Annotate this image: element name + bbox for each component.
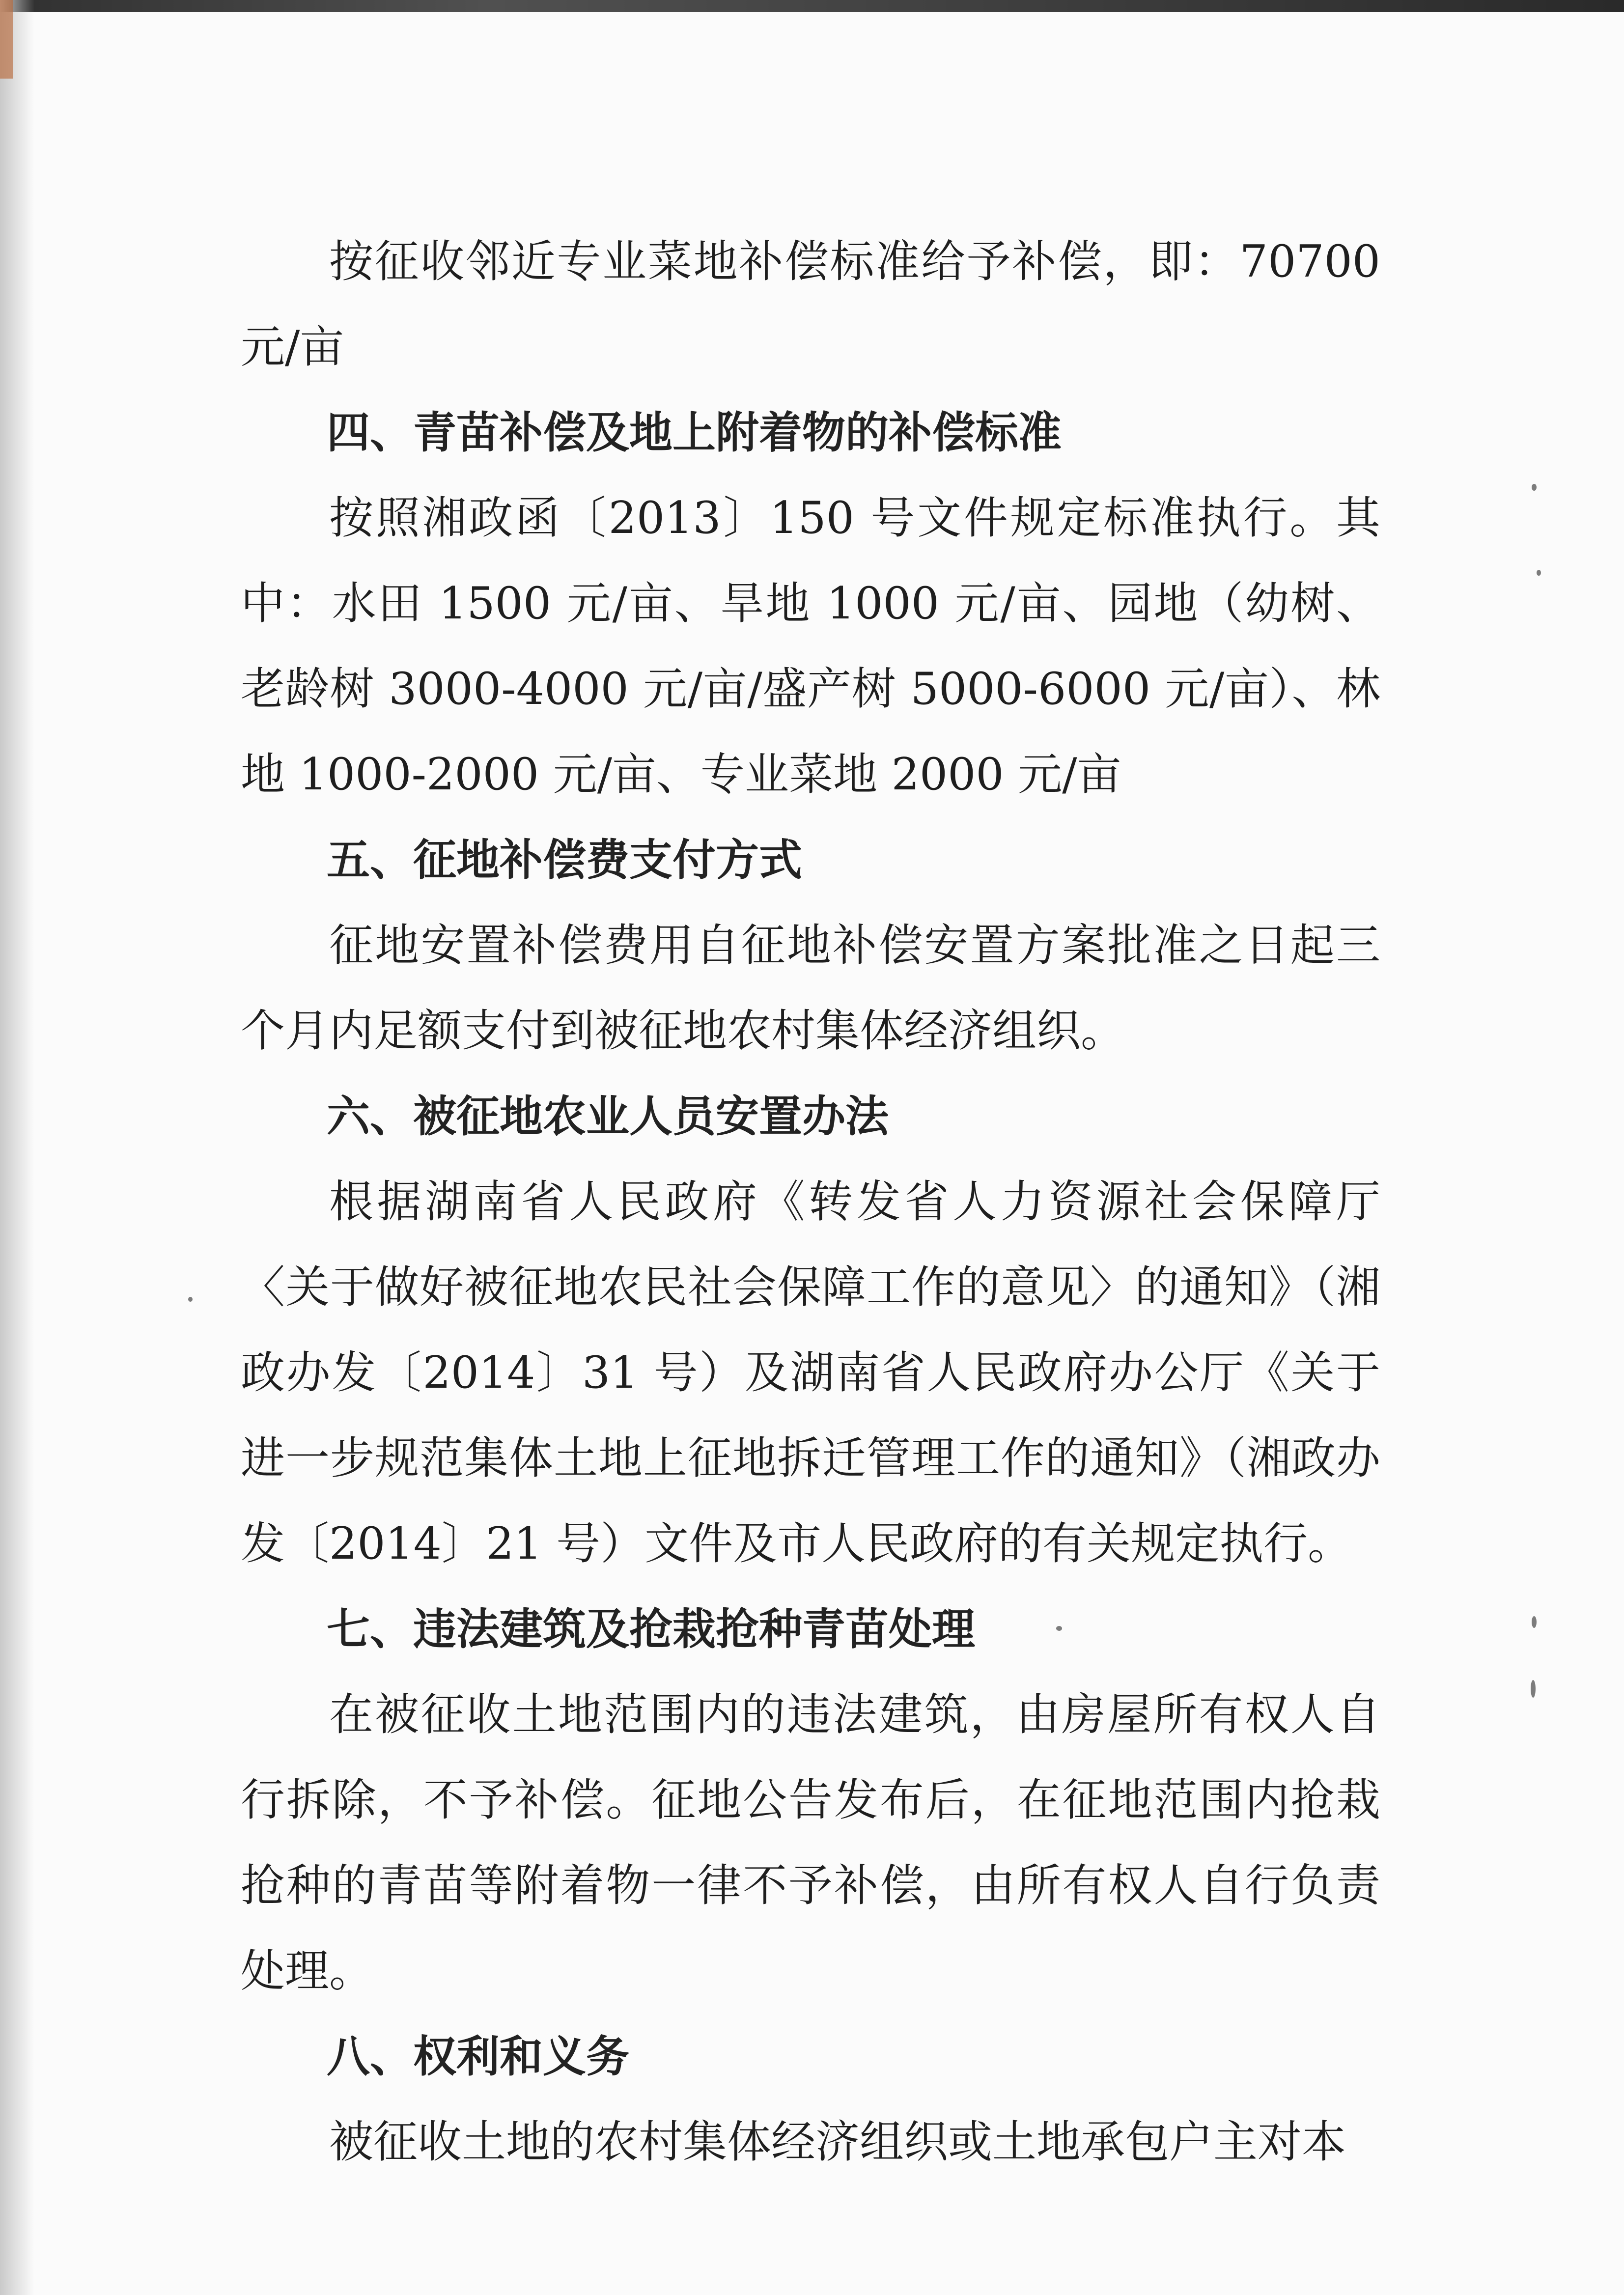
scan-speck	[1537, 570, 1541, 576]
scan-speck	[188, 1297, 193, 1302]
section-heading: 五、征地补偿费支付方式	[327, 835, 803, 885]
scan-speck	[1531, 1680, 1536, 1698]
paragraph: 按照湘政函〔2013〕150 号文件规定标准执行。其中：水田 1500 元/亩、旱地 1000 元/亩、园地（幼树、老龄树 3000-4000 元/亩/盛产树 5000-6000 元/亩）、林地 1000-2000 元/亩、专业菜地 2000 元/亩	[241, 492, 1380, 800]
scan-top-edge	[0, 0, 1624, 12]
paragraph: 被征收土地的农村集体经济组织或土地承包户主对本	[329, 2116, 1346, 2168]
scan-left-shadow	[0, 0, 34, 2295]
paragraph: 根据湖南省人民政府《转发省人力资源社会保障厅〈关于做好被征地农民社会保障工作的意见〉的通知》（湘政办发〔2014〕31 号）及湖南省人民政府办公厅《关于进一步规范集体土地上征地拆迁管理工作的通知》（湘政办发〔2014〕21 号）文件及市人民政府的有关规定执行。	[241, 1176, 1380, 1569]
scan-speck	[1532, 484, 1537, 491]
scan-speck	[1532, 1616, 1537, 1628]
paragraph: 在被征收土地范围内的违法建筑，由房屋所有权人自行拆除，不予补偿。征地公告发布后，在征地范围内抢栽抢种的青苗等附着物一律不予补偿，由所有权人自行负责处理。	[241, 1689, 1380, 1997]
paragraph: 征地安置补偿费用自征地补偿安置方案批准之日起三个月内足额支付到被征地农村集体经济组织。	[241, 920, 1380, 1057]
section-heading: 七、违法建筑及抢栽抢种青苗处理	[327, 1604, 976, 1654]
section-heading: 八、权利和义务	[327, 2031, 630, 2082]
section-heading: 六、被征地农业人员安置办法	[327, 1091, 889, 1142]
scan-corner-mark	[0, 0, 13, 79]
section-heading: 四、青苗补偿及地上附着物的补偿标准	[327, 407, 1062, 458]
document-body	[241, 219, 1380, 2185]
paragraph: 按征收邻近专业菜地补偿标准给予补偿，即：70700元/亩	[241, 236, 1380, 373]
